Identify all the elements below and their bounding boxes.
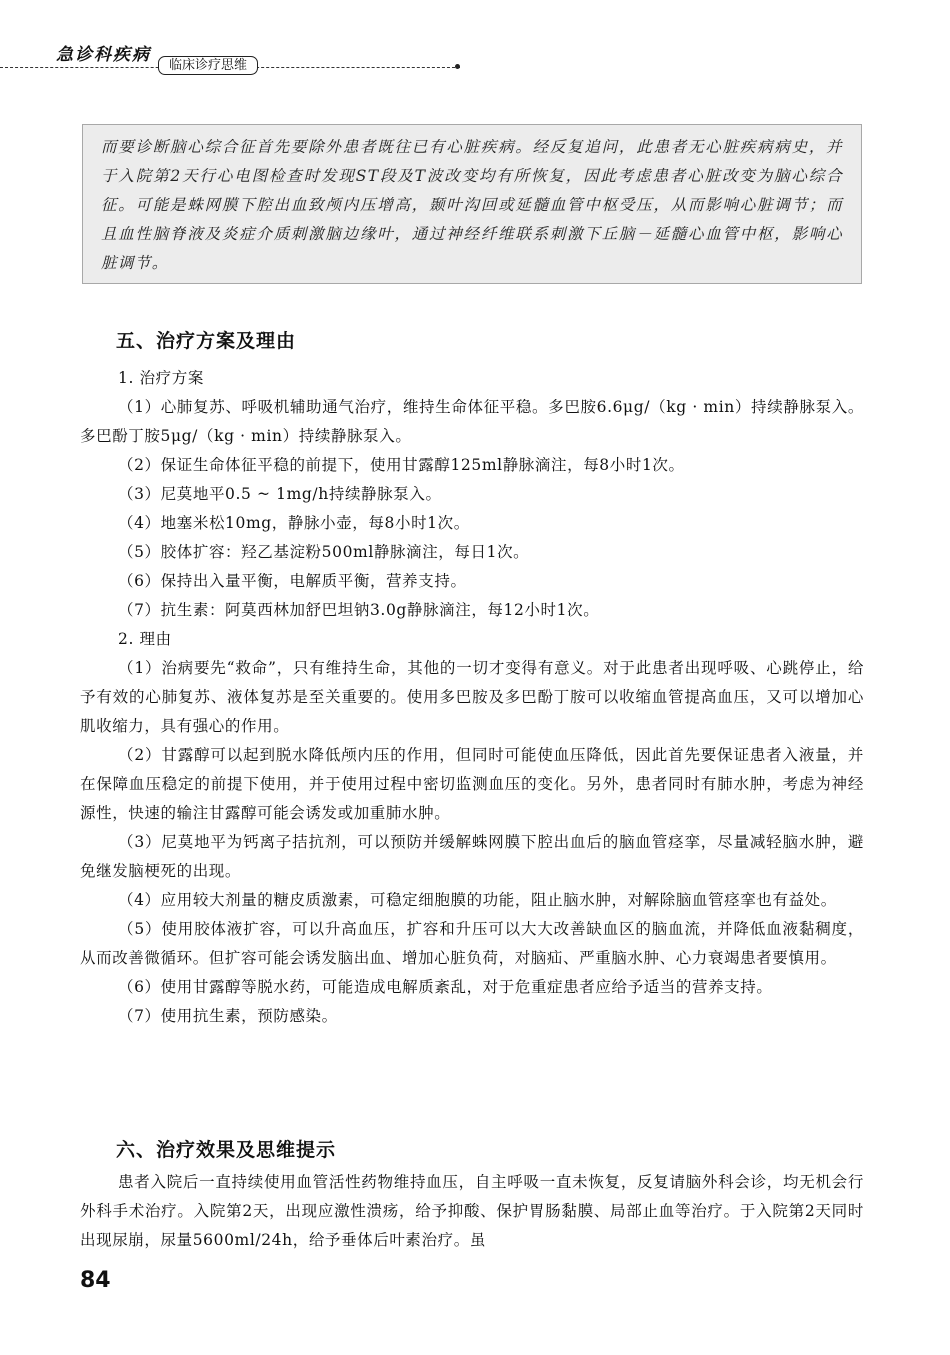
reason-item: （2）甘露醇可以起到脱水降低颅内压的作用，但同时可能使血压降低，因此首先要保证患者入液量，并在保障血压稳定的前提下使用，并于使用过程中密切监测血压的变化。另外，患者同时有肺水肿，考虑为神经源性，快速的输注甘露醇可能会诱发或加重肺水肿。 [80,746,864,822]
subheading-reasons: 2. 理由 [118,630,172,648]
reason-item: （5）使用胶体液扩容，可以升高血压，扩容和升压可以大大改善缺血区的脑血流，并降低血液黏稠度，从而改善微循环。但扩容可能会诱发脑出血、增加心脏负荷，对脑疝、严重脑水肿、心力衰竭患者要慎用。 [80,920,864,967]
plan-item: （6）保持出入量平衡，电解质平衡，营养支持。 [118,572,467,590]
section-heading-5: 五、治疗方案及理由 [116,330,297,352]
thinking-note-box [82,124,862,284]
series-tag: 临床诊疗思维 [158,56,258,75]
page-number: 84 [80,1268,111,1293]
running-header [0,36,470,76]
plan-item: （4）地塞米松10mg，静脉小壶，每8小时1次。 [118,514,470,532]
plan-item: （3）尼莫地平0.5 ~ 1mg/h持续静脉泵入。 [118,485,442,503]
reason-item: （6）使用甘露醇等脱水药，可能造成电解质紊乱，对于危重症患者应给予适当的营养支持。 [118,978,773,996]
section-6-paragraph: 患者入院后一直持续使用血管活性药物维持血压，自主呼吸一直未恢复，反复请脑外科会诊，均无机会行外科手术治疗。入院第2天，出现应激性溃疡，给予抑酸、保护胃肠黏膜、局部止血等治疗。于入院第2天同时出现尿崩，尿量5600ml/24h，给予垂体后叶素治疗。虽 [80,1173,864,1249]
book-title: 急诊科疾病 [56,45,151,65]
thinking-note-text: 而要诊断脑心综合征首先要除外患者既往已有心脏疾病。经反复追问，此患者无心脏疾病病史，并于入院第2天行心电图检查时发现ST段及T波改变均有所恢复，因此考虑患者心脏改变为脑心综合征。可能是蛛网膜下腔出血致颅内压增高，颞叶沟回或延髓血管中枢受压，从而影响心脏调节；而且血性脑脊液及炎症介质刺激脑边缘叶，通过神经纤维联系刺激下丘脑－延髓心血管中枢，影响心脏调节。 [101,138,843,272]
plan-item: （7）抗生素：阿莫西林加舒巴坦钠3.0g静脉滴注，每12小时1次。 [118,601,600,619]
plan-item: （5）胶体扩容：羟乙基淀粉500ml静脉滴注，每日1次。 [118,543,530,561]
reason-item: （7）使用抗生素，预防感染。 [118,1007,338,1025]
section-heading-6: 六、治疗效果及思维提示 [116,1139,337,1161]
section-5-body [80,364,864,1031]
reason-item: （1）治病要先“救命”，只有维持生命，其他的一切才变得有意义。对于此患者出现呼吸、心跳停止，给予有效的心肺复苏、液体复苏是至关重要的。使用多巴胺及多巴酚丁胺可以收缩血管提高血压，又可以增加心肌收缩力，具有强心的作用。 [80,659,864,735]
section-6-body [80,1168,864,1255]
reason-item: （4）应用较大剂量的糖皮质激素，可稳定细胞膜的功能，阻止脑水肿，对解除脑血管痉挛也有益处。 [118,891,837,909]
reason-item: （3）尼莫地平为钙离子拮抗剂，可以预防并缓解蛛网膜下腔出血后的脑血管痉挛，尽量减轻脑水肿，避免继发脑梗死的出现。 [80,833,864,880]
plan-item: （1）心肺复苏、呼吸机辅助通气治疗，维持生命体征平稳。多巴胺6.6μg/（kg · min）持续静脉泵入。多巴酚丁胺5μg/（kg · min）持续静脉泵入。 [80,398,864,445]
header-rule-end-dot [455,64,460,69]
plan-item: （2）保证生命体征平稳的前提下，使用甘露醇125ml静脉滴注，每8小时1次。 [118,456,685,474]
subheading-plan: 1. 治疗方案 [118,369,204,387]
